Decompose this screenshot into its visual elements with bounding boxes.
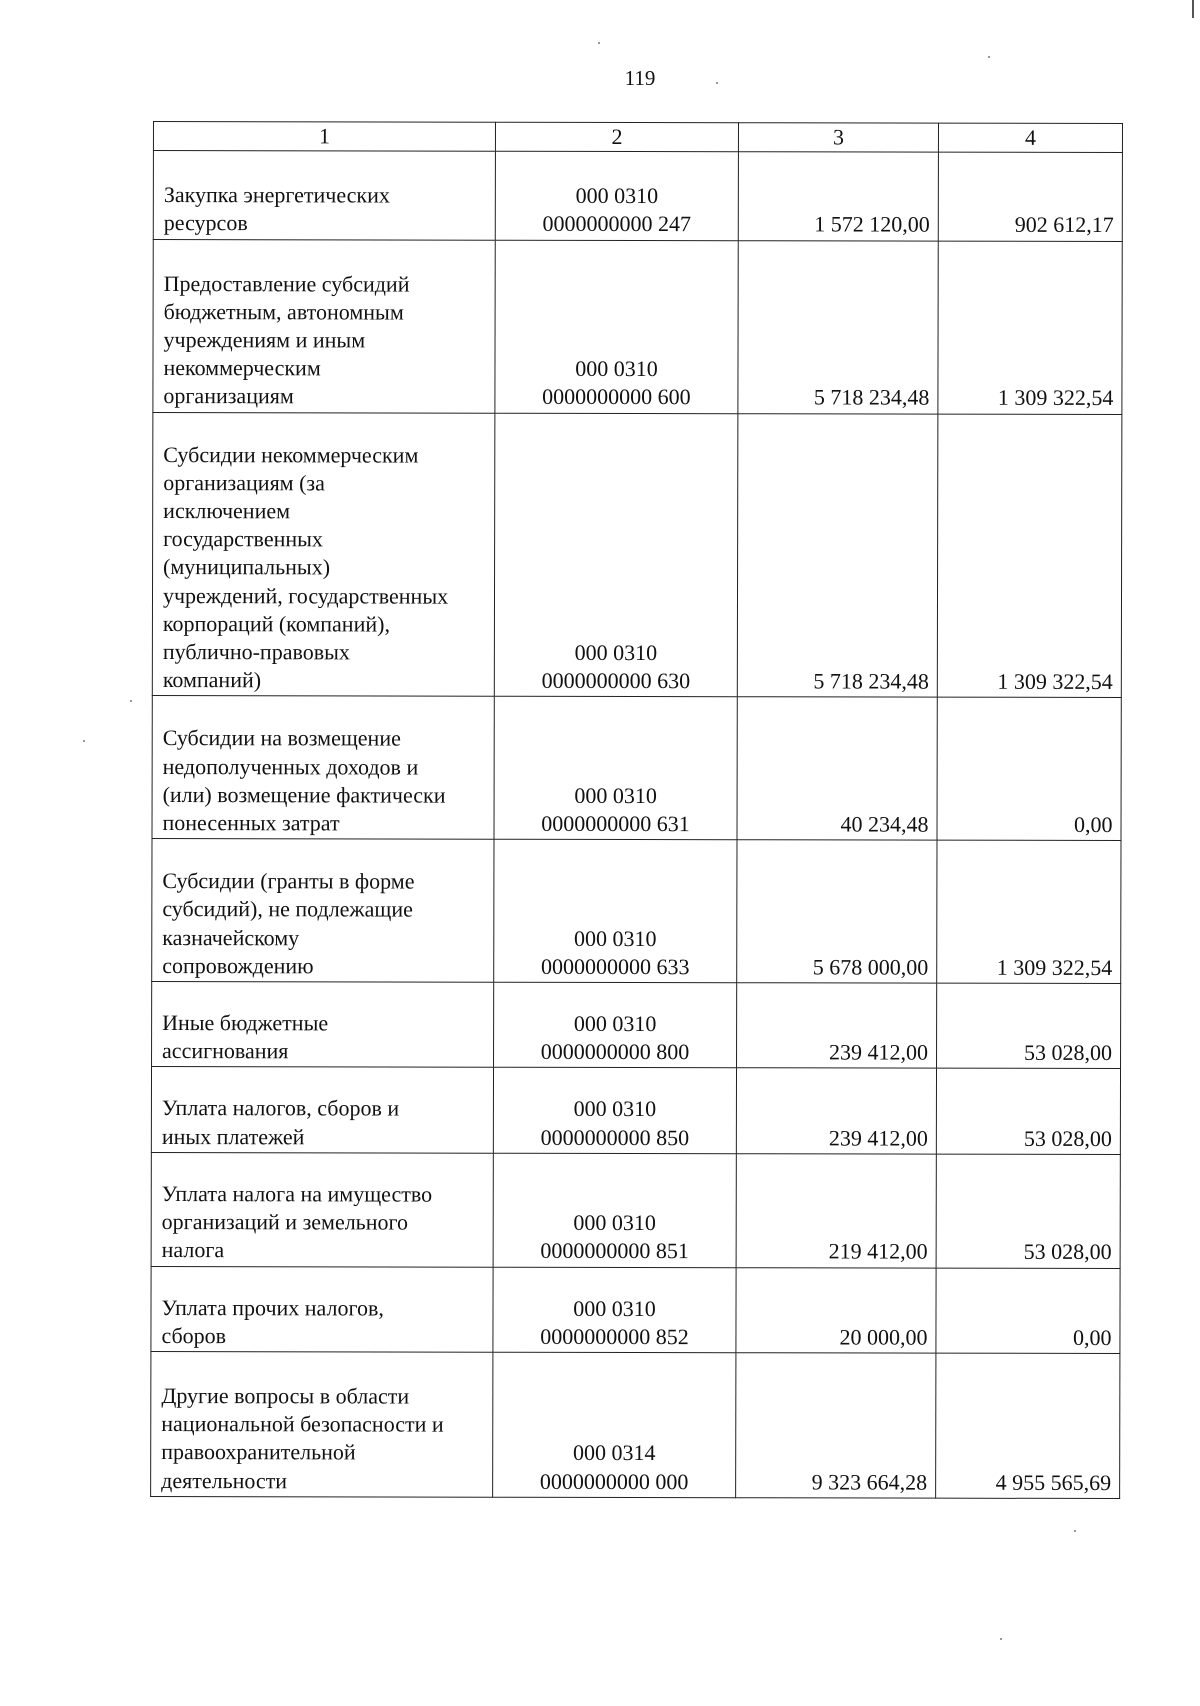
row-col3-value: 5 718 234,48 — [738, 240, 938, 413]
row-col3-value: 1 572 120,00 — [738, 152, 938, 241]
row-col4-value: 1 309 322,54 — [938, 241, 1122, 414]
row-name-line: иных платежей — [161, 1123, 305, 1150]
row-code-line: 0000000000 247 — [542, 211, 692, 237]
row-name-line: Субсидии некоммерческим — [163, 441, 419, 468]
row-code-cell — [495, 240, 738, 414]
header-row — [153, 122, 1122, 153]
row-col3-value: 5 678 000,00 — [737, 840, 937, 983]
row-name-line: публично-правовых — [162, 639, 350, 665]
row-name-line: исключением — [163, 498, 291, 524]
table-header — [153, 122, 1122, 153]
row-code-line: 0000000000 850 — [540, 1124, 690, 1150]
row-code-cell — [494, 697, 737, 840]
row-code-line: 000 0310 — [574, 639, 658, 666]
row-code-line: 0000000000 631 — [541, 810, 690, 837]
row-name-line: деятельности — [161, 1467, 288, 1493]
table-row — [152, 839, 1121, 984]
row-code-line: 000 0310 — [575, 183, 659, 209]
row-name-line: Уплата налогов, сборов и — [161, 1095, 400, 1122]
row-name-cell — [152, 839, 494, 983]
page-number: 119 — [624, 66, 656, 90]
row-code-line: 000 0310 — [575, 356, 658, 382]
row-col3-value: 239 412,00 — [737, 983, 937, 1069]
row-name-line: Уплата прочих налогов, — [161, 1294, 384, 1320]
row-code-cell — [493, 1153, 736, 1267]
scan-speck — [83, 740, 85, 742]
table-row — [153, 239, 1122, 414]
row-name-line: некоммерческим — [163, 355, 321, 381]
table-row — [153, 151, 1122, 241]
row-code-line: 000 0310 — [573, 1010, 657, 1037]
row-code-cell — [494, 982, 737, 1068]
table-row — [151, 1067, 1120, 1154]
row-name-line: сборов — [161, 1322, 227, 1348]
row-col4-value: 0,00 — [937, 698, 1121, 841]
budget-table — [150, 121, 1123, 1499]
row-code-cell — [493, 1068, 736, 1154]
table-row — [152, 982, 1121, 1069]
row-name-line: учреждениям и иным — [163, 327, 366, 353]
row-name-line: понесенных затрат — [162, 810, 340, 836]
row-name-cell — [151, 1351, 493, 1497]
row-code-line: 000 0314 — [572, 1440, 656, 1466]
row-name-line: (или) возмещение фактически — [162, 781, 446, 808]
scan-speck — [716, 82, 718, 84]
row-name-line: правоохранительной — [161, 1439, 356, 1465]
row-name-line: ассигнования — [162, 1038, 289, 1064]
header-col-1: 1 — [153, 122, 495, 152]
row-code-cell — [493, 1267, 736, 1353]
row-code-line: 000 0310 — [573, 1096, 657, 1122]
scan-speck — [988, 56, 990, 58]
scan-speck — [1074, 1530, 1076, 1532]
row-col4-value: 4 955 565,69 — [936, 1353, 1120, 1498]
row-col3-value: 219 412,00 — [736, 1154, 936, 1268]
row-name-line: Субсидии (гранты в форме — [162, 868, 415, 894]
row-name-line: корпораций (компаний), — [162, 610, 390, 637]
row-name-line: национальной безопасности и — [161, 1411, 444, 1437]
row-name-line: Предоставление субсидий — [163, 270, 410, 297]
row-code-line: 0000000000 600 — [542, 384, 691, 410]
table-body — [151, 151, 1123, 1499]
row-name-cell — [153, 151, 495, 240]
row-name-line: налога — [161, 1237, 225, 1263]
row-col3-value: 20 000,00 — [736, 1267, 936, 1353]
row-name-line: организаций и земельного — [161, 1209, 409, 1235]
scan-speck — [1000, 1638, 1002, 1640]
row-code-cell — [495, 151, 738, 240]
table-row — [151, 1266, 1120, 1353]
row-name-line: Уплата налога на имущество — [161, 1180, 433, 1207]
row-col3-value: 40 234,48 — [737, 697, 937, 840]
row-name-line: компаний) — [162, 667, 262, 693]
row-name-line: (муниципальных) — [163, 554, 331, 580]
row-name-line: Иные бюджетные — [162, 1010, 329, 1036]
row-col4-value: 1 309 322,54 — [937, 840, 1121, 983]
row-code-line: 0000000000 852 — [540, 1323, 689, 1349]
row-col3-value: 5 718 234,48 — [737, 413, 938, 697]
row-name-line: организациям (за — [163, 469, 325, 496]
table-row — [151, 1351, 1120, 1498]
row-col4-value: 0,00 — [936, 1268, 1120, 1354]
row-name-cell — [152, 696, 494, 840]
scan-speck — [598, 42, 600, 44]
table-row — [152, 412, 1122, 698]
row-code-line: 000 0310 — [574, 782, 657, 808]
row-col3-value: 9 323 664,28 — [736, 1353, 936, 1498]
row-name-line: Другие вопросы в области — [161, 1382, 410, 1409]
row-name-cell — [153, 239, 495, 413]
row-col3-value: 239 412,00 — [736, 1068, 936, 1154]
scan-speck — [130, 700, 132, 702]
row-code-line: 0000000000 851 — [540, 1238, 689, 1264]
row-code-cell — [493, 1352, 736, 1497]
row-col4-value: 53 028,00 — [936, 1069, 1120, 1155]
row-name-cell — [151, 1067, 493, 1153]
row-name-line: сопровождению — [162, 952, 314, 979]
row-code-cell — [494, 839, 737, 982]
row-col4-value: 53 028,00 — [937, 983, 1121, 1069]
row-name-cell — [152, 412, 495, 697]
row-col4-value: 902 612,17 — [938, 152, 1122, 241]
row-name-line: недополученных доходов и — [162, 753, 419, 780]
row-col4-value: 53 028,00 — [936, 1154, 1120, 1268]
table-row — [151, 1152, 1120, 1268]
row-name-line: государственных — [163, 526, 323, 552]
table-row — [152, 696, 1121, 841]
row-code-line: 000 0310 — [573, 1295, 656, 1321]
row-name-line: ресурсов — [163, 210, 248, 236]
row-col4-value: 1 309 322,54 — [937, 414, 1122, 698]
row-code-line: 0000000000 800 — [540, 1039, 690, 1065]
row-name-line: бюджетным, автономным — [163, 298, 404, 325]
row-name-cell — [151, 1152, 493, 1266]
row-name-line: Субсидии на возмещение — [162, 725, 401, 751]
row-code-line: 0000000000 630 — [541, 668, 691, 694]
row-name-line: учреждений, государственных — [162, 582, 449, 609]
header-col-2: 2 — [495, 122, 738, 152]
row-code-line: 0000000000 000 — [539, 1468, 689, 1494]
row-code-line: 000 0310 — [573, 1209, 656, 1236]
row-code-line: 0000000000 633 — [540, 953, 690, 980]
header-col-3: 3 — [738, 123, 938, 153]
row-code-line: 000 0310 — [574, 925, 657, 951]
row-name-cell — [151, 1266, 493, 1352]
row-name-line: субсидий), не подлежащие — [162, 896, 413, 923]
row-name-cell — [152, 982, 494, 1068]
scan-edge-mark — [1192, 0, 1194, 18]
row-name-line: казначейскому — [162, 924, 300, 950]
row-name-line: Закупка энергетических — [163, 182, 390, 208]
row-name-line: организациям — [163, 383, 294, 409]
header-col-4: 4 — [938, 123, 1122, 153]
row-code-cell — [494, 413, 738, 697]
